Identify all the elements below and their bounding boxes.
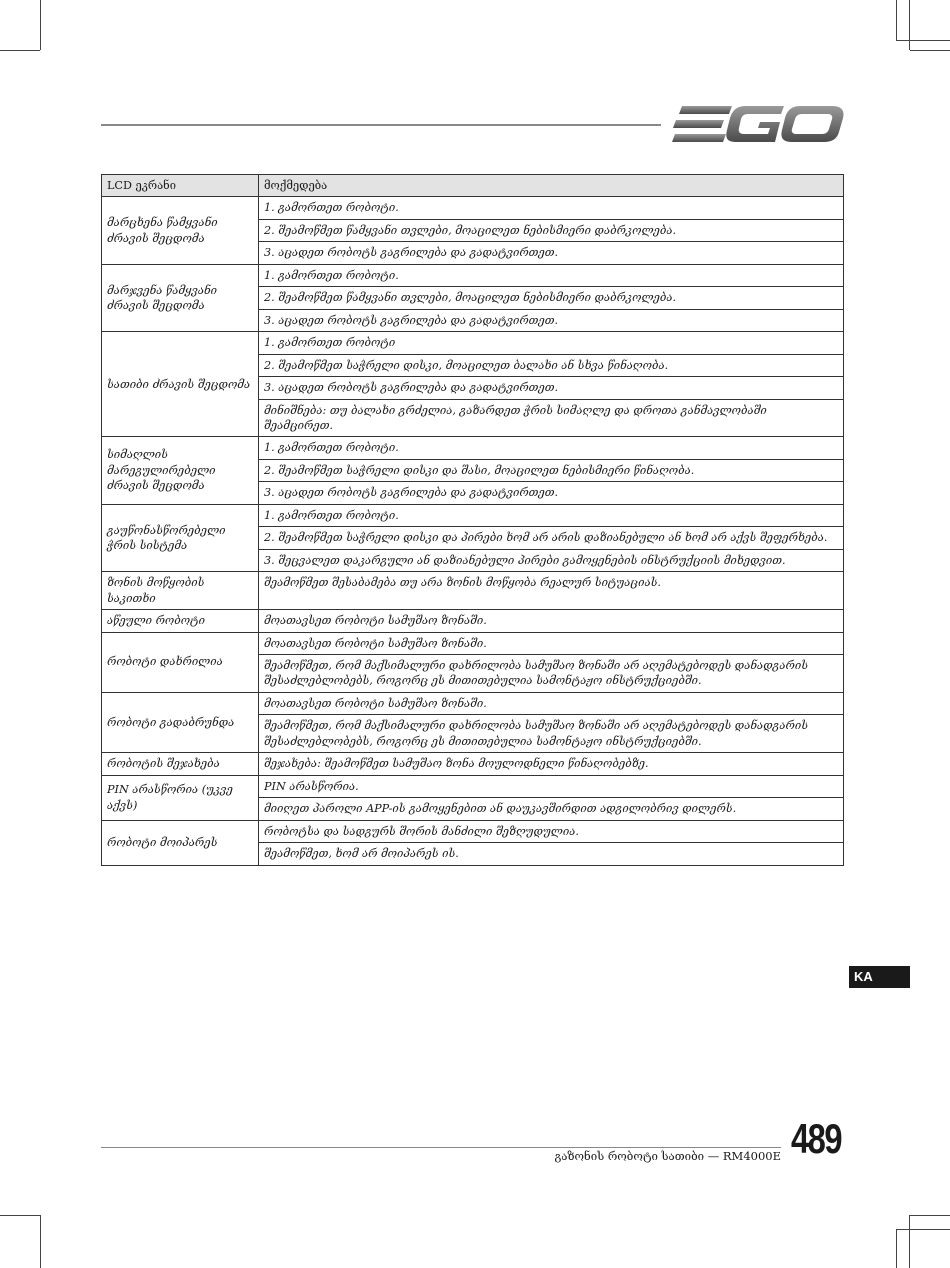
action-cell: 2. შეამოწმეთ საჭრელი დისკი და პირები ხომ არ არის დაზიანებული ან ხომ არ აქვს შეფერხება. — [259, 527, 844, 549]
action-cell: შეამოწმეთ, რომ მაქსიმალური დახრილობა სამუშაო ზონაში არ აღემატებოდეს დანადგარის შესაძლებლობებს, როგორც ეს მითითებულია სამონტაჟო ინსტრუქციებში. — [259, 715, 844, 753]
crop-mark — [910, 1215, 950, 1216]
cause-cell: რობოტი მოიპარეს — [102, 820, 259, 865]
cause-cell: სიმაღლის მარეგულირებელი ძრავის შეცდომა — [102, 437, 259, 504]
action-cell: 3. აცადეთ რობოტს გაგრილება და გადატვირთეთ. — [259, 309, 844, 331]
action-cell: 2. შეამოწმეთ საჭრელი დისკი და შასი, მოაცილეთ ნებისმიერი წინაღობა. — [259, 459, 844, 481]
page-number: 489 — [791, 1115, 841, 1162]
crop-mark — [910, 50, 950, 51]
header-rule — [101, 124, 661, 126]
header-action: მოქმედება — [259, 175, 844, 197]
table-row — [102, 820, 844, 842]
action-cell: შეამოწმეთ, რომ მაქსიმალური დახრილობა სამუშაო ზონაში არ აღემატებოდეს დანადგარის შესაძლებლობებს, როგორც ეს მითითებულია სამონტაჟო ინსტრუქციებში. — [259, 654, 844, 692]
cause-cell: რობოტის შეჯახება — [102, 753, 259, 775]
footer-rule — [101, 1147, 781, 1148]
table-row — [102, 332, 844, 354]
troubleshooting-table — [101, 174, 844, 866]
table-row — [102, 437, 844, 459]
crop-mark — [40, 0, 41, 50]
cause-cell: გაუწონასწორებელი ჭრის სისტემა — [102, 504, 259, 571]
crop-mark — [896, 40, 950, 41]
table-row — [102, 504, 844, 526]
action-cell: 2. შეამოწმეთ წამყვანი თვლები, მოაცილეთ ნებისმიერი დაბრკოლება. — [259, 287, 844, 309]
action-cell: მოათავსეთ რობოტი სამუშაო ზონაში. — [259, 692, 844, 714]
cause-cell: PIN არასწორია (უკვე აქვს) — [102, 775, 259, 820]
crop-mark — [896, 0, 897, 40]
action-cell: PIN არასწორია. — [259, 775, 844, 797]
cause-cell: რობოტი დახრილია — [102, 632, 259, 692]
action-cell: 3. აცადეთ რობოტს გაგრილება და გადატვირთეთ. — [259, 482, 844, 504]
table-row — [102, 264, 844, 286]
ego-logo — [672, 104, 844, 144]
table-row — [102, 610, 844, 632]
table-row — [102, 775, 844, 797]
action-cell: 1. გამორთეთ რობოტი — [259, 332, 844, 354]
action-cell: 1. გამორთეთ რობოტი. — [259, 264, 844, 286]
crop-mark — [909, 0, 910, 50]
table-row — [102, 197, 844, 219]
crop-mark — [896, 1229, 897, 1268]
action-cell: შეჯახება: შეამოწმეთ სამუშაო ზონა მოულოდნელი წინაღობებზე. — [259, 753, 844, 775]
action-cell: მოათავსეთ რობოტი სამუშაო ზონაში. — [259, 610, 844, 632]
action-cell: მიიღეთ პაროლი APP-ის გამოყენებით ან დაუკავშირდით ადგილობრივ დილერს. — [259, 798, 844, 820]
action-cell: 3. აცადეთ რობოტს გაგრილება და გადატვირთეთ. — [259, 242, 844, 264]
crop-mark — [909, 1215, 910, 1268]
table-row — [102, 753, 844, 775]
action-cell: მინიშნება: თუ ბალახი გრძელია, გაზარდეთ ჭრის სიმაღლე და დროთა განმავლობაში შეამცირეთ. — [259, 399, 844, 437]
cause-cell: მარცხენა წამყვანი ძრავის შეცდომა — [102, 197, 259, 264]
cause-cell: მარჯვენა წამყვანი ძრავის შეცდომა — [102, 264, 259, 331]
cause-cell: სათიბი ძრავის შეცდომა — [102, 332, 259, 437]
header-cause: LCD ეკრანი — [102, 175, 259, 197]
crop-mark — [0, 1215, 40, 1216]
table-row — [102, 692, 844, 714]
action-cell: 1. გამორთეთ რობოტი. — [259, 197, 844, 219]
language-tab: KA — [849, 966, 910, 988]
action-cell: 2. შეამოწმეთ საჭრელი დისკი, მოაცილეთ ბალახი ან სხვა წინაღობა. — [259, 354, 844, 376]
crop-mark — [896, 1229, 950, 1230]
action-cell: 1. გამორთეთ რობოტი. — [259, 437, 844, 459]
table-row — [102, 632, 844, 654]
action-cell: 3. აცადეთ რობოტს გაგრილება და გადატვირთეთ. — [259, 377, 844, 399]
action-cell: შეამოწმეთ, ხომ არ მოიპარეს ის. — [259, 843, 844, 865]
action-cell: 2. შეამოწმეთ წამყვანი თვლები, მოაცილეთ ნებისმიერი დაბრკოლება. — [259, 219, 844, 241]
table-row — [102, 572, 844, 610]
action-cell: მოათავსეთ რობოტი სამუშაო ზონაში. — [259, 632, 844, 654]
action-cell: 3. შეცვალეთ დაკარგული ან დაზიანებული პირები გამოყენების ინსტრუქციის მიხედვით. — [259, 549, 844, 571]
action-cell: რობოტსა და სადგურს შორის მანძილი შეზღუდულია. — [259, 820, 844, 842]
action-cell: 1. გამორთეთ რობოტი. — [259, 504, 844, 526]
cause-cell: რობოტი გადაბრუნდა — [102, 692, 259, 752]
crop-mark — [0, 50, 40, 51]
cause-cell: ზონის მოწყობის საკითხი — [102, 572, 259, 610]
cause-cell: აწეული რობოტი — [102, 610, 259, 632]
footer-title: გაზონის რობოტი სათიბი — RM4000E — [554, 1149, 781, 1163]
crop-mark — [40, 1215, 41, 1268]
action-cell: შეამოწმეთ შესაბამება თუ არა ზონის მოწყობა რეალურ სიტუაციას. — [259, 572, 844, 610]
table-header-row — [102, 175, 844, 197]
